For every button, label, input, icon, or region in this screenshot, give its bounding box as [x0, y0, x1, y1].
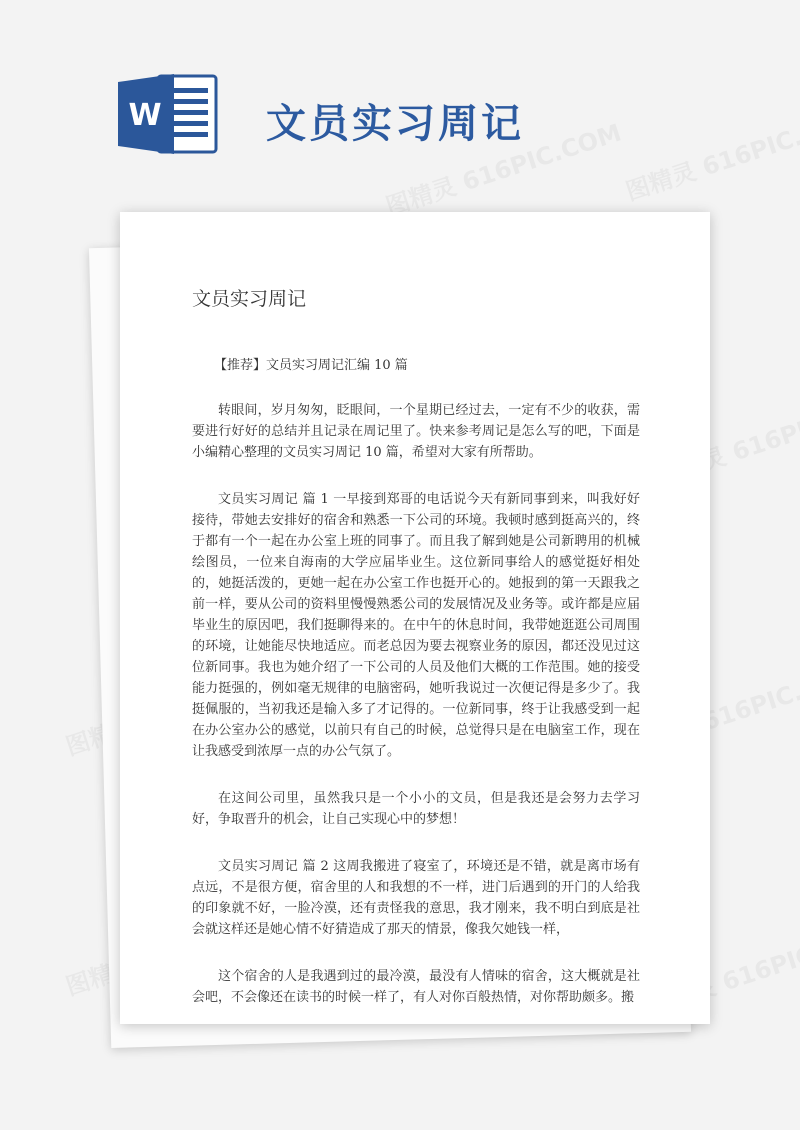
banner-title: 文员实习周记 [266, 101, 524, 147]
watermark-text [621, 98, 800, 207]
word-icon-letter: W [128, 98, 162, 133]
paragraph-recommend: 【推荐】文员实习周记汇编 10 篇 [214, 358, 408, 373]
paragraph-week-2: 文员实习周记 篇 2 这周我搬进了寝室了，环境还是不错，就是离市场有点远，不是很方便，宿舍里的人和我想的不一样，进门后遇到的开门的人给我的印象就不好，一脸冷漠，还有责怪我的意思，我才刚来，我不明白到底是社会就这样还是她心情不好猜造成了那天的情景，像我欠她钱一样， [192, 859, 640, 937]
word-document-icon [116, 74, 220, 154]
paragraph-week-1: 文员实习周记 篇 1 一早接到郑哥的电话说今天有新同事到来，叫我好好接待，带她去安排好的宿舍和熟悉一下公司的环境。我顿时感到挺高兴的，终于都有一个一起在办公室上班的同事了。而且我了解到她是公司新聘用的机械绘图员，一位来自海南的大学应届毕业生。这位新同事给人的感觉挺好相处的，她挺活泼的，更她一起在办公室工作也挺开心的。她报到的第一天跟我之前一样，要从公司的资料里慢慢熟悉公司的发展情况及业务等。或许都是应届毕业生的原因吧，我们挺聊得来的。在中午的休息时间，我带她逛逛公司周围的环境，让她能尽快地适应。而老总因为要去视察业务的原因，都还没见过这位新同事。我也为她介绍了一下公司的人员及他们大概的工作范围。她的接受能力挺强的，例如毫无规律的电脑密码，她听我说过一次便记得是多少了。我挺佩服的，当初我还是输入多了才记得的。一位新同事，终于让我感受到一起在办公室办公的感觉，以前只有自己的时候，总觉得只是在电脑室工作，现在让我感受到浓厚一点的办公气氛了。 [192, 492, 640, 759]
document-body [192, 355, 640, 1008]
paragraph-aspiration: 在这间公司里，虽然我只是一个小小的文员，但是我还是会努力去学习好，争取晋升的机会，让自己实现心中的梦想！ [192, 791, 640, 827]
document-page [120, 212, 710, 1024]
paragraph-dorm: 这个宿舍的人是我遇到过的最冷漠，最没有人情味的宿舍，这大概就是社会吧，不会像还在读书的时候一样了，有人对你百般热情，对你帮助颇多。搬 [192, 969, 640, 1005]
page-title: 文员实习周记 [192, 288, 307, 310]
paragraph-intro: 转眼间，岁月匆匆，眨眼间，一个星期已经过去，一定有不少的收获，需要进行好好的总结并且记录在周记里了。快来参考周记是怎么写的吧，下面是小编精心整理的文员实习周记 10 篇，希望对大家有所帮助。 [192, 403, 640, 460]
